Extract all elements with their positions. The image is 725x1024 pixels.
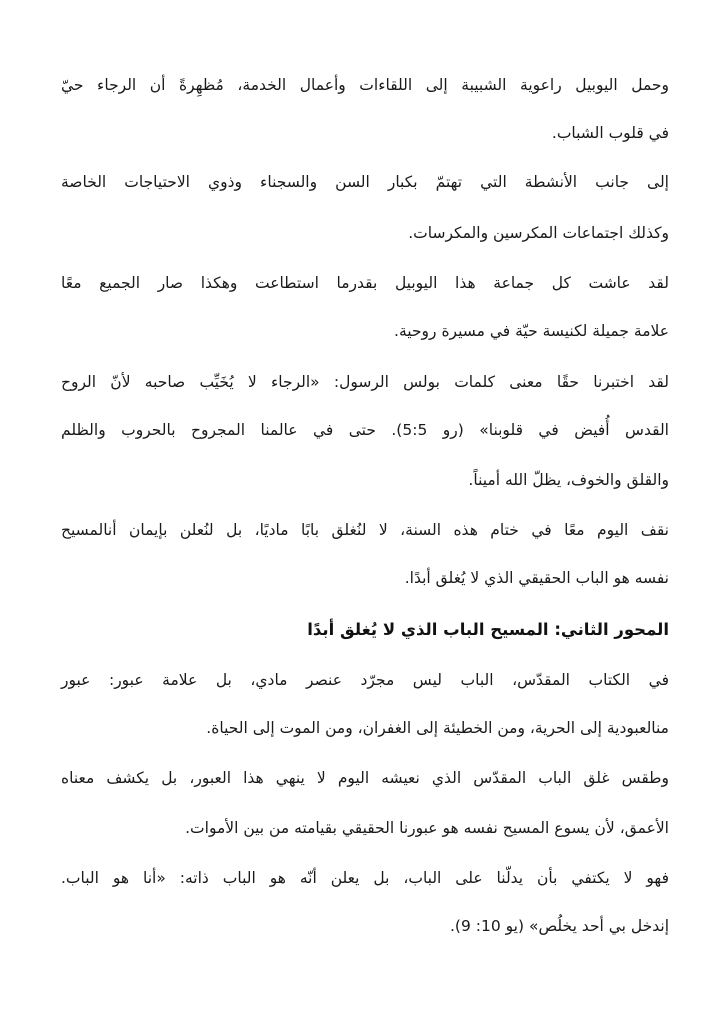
paragraph-5-line-1: نقف اليوم معًا في ختام هذه السنة، لا لنُغلق بابًا ماديًا، بل لنُعلن بإيمان أنالمسيح bbox=[61, 521, 669, 539]
paragraph-1-line-1: وحمل اليوبيل راعوية الشبيبة إلى اللقاءات وأعمال الخدمة، مُظهِرةً أن الرجاء حيّ bbox=[61, 76, 669, 94]
paragraph-2-line-2: وكذلك اجتماعات المكرسين والمكرسات. bbox=[408, 224, 669, 242]
paragraph-3-line-2: علامة جميلة لكنيسة حيّة في مسيرة روحية. bbox=[394, 322, 669, 340]
paragraph-4-line-1: لقد اختبرنا حقًا معنى كلمات بولس الرسول: «الرجاء لا يُخَيِّب صاحبه لأنّ الروح bbox=[61, 373, 669, 391]
paragraph-6-line-1: في الكتاب المقدّس، الباب ليس مجرّد عنصر مادي، بل علامة عبور: عبور bbox=[61, 671, 669, 689]
paragraph-8-line-2: إندخل بي أحد يخلُص» (يو 10: 9). bbox=[449, 917, 669, 935]
paragraph-4-line-3: والقلق والخوف، يظلّ الله أميناً. bbox=[468, 471, 669, 489]
paragraph-5-line-2: نفسه هو الباب الحقيقي الذي لا يُغلق أبدًا. bbox=[404, 569, 669, 587]
section-heading: المحور الثاني: المسيح الباب الذي لا يُغلق أبدًا bbox=[307, 620, 669, 639]
paragraph-2-line-1: إلى جانب الأنشطة التي تهتمّ بكبار السن والسجناء وذوي الاحتياجات الخاصة bbox=[61, 173, 669, 191]
paragraph-4-line-2: القدس أُفيض في قلوبنا» (رو 5:5). حتى في عالمنا المجروح بالحروب والظلم bbox=[61, 421, 669, 439]
paragraph-1-line-2: في قلوب الشباب. bbox=[551, 124, 669, 142]
paragraph-6-line-2: منالعبودية إلى الحرية، ومن الخطيئة إلى الغفران، ومن الموت إلى الحياة. bbox=[206, 719, 669, 737]
paragraph-3-line-1: لقد عاشت كل جماعة هذا اليوبيل بقدرما استطاعت وهكذا صار الجميع معًا bbox=[61, 274, 669, 292]
paragraph-8-line-1: فهو لا يكتفي بأن يدلّنا على الباب، بل يعلن أنّه هو الباب ذاته: «أنا هو الباب. bbox=[61, 869, 669, 887]
paragraph-7-line-1: وطقس غلق الباب المقدّس الذي نعيشه اليوم لا ينهي هذا العبور، بل يكشف معناه bbox=[61, 769, 669, 787]
paragraph-7-line-2: الأعمق، لأن يسوع المسيح نفسه هو عبورنا الحقيقي بقيامته من بين الأموات. bbox=[185, 819, 669, 837]
